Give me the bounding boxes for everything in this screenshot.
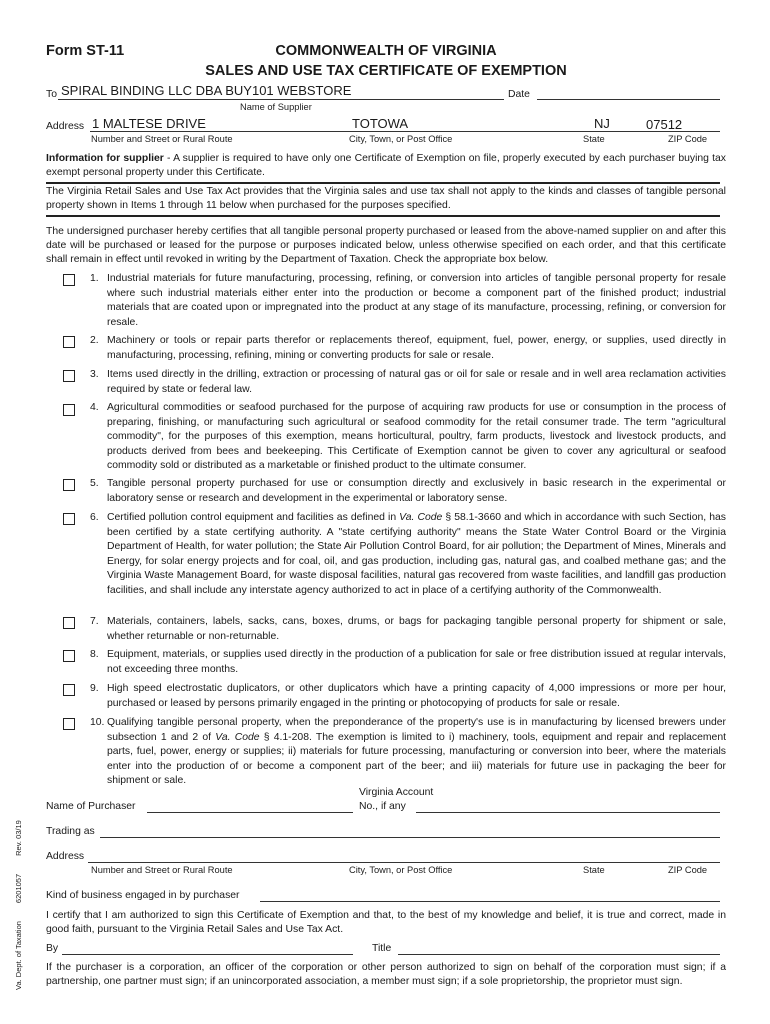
zip-caption: ZIP Code xyxy=(668,134,708,144)
title-label: Title xyxy=(372,943,392,954)
business-kind-underline xyxy=(260,901,720,902)
item-7-checkbox[interactable] xyxy=(63,617,75,629)
item-10-text: Qualifying tangible personal property, when the preponderance of the property's use is in manufacturing by licensed brewers under subsection 1 and 2 of Va. Code § 4.1-208. The exemption is limited to i) machinery, tools, equipment and repair and replacement parts, fuel, power, energy or supplies; ii) materials for future processing, manufacturing or conversion into beer, where the materials enter into the production of or become a component part of the beer; and iii) materials for future use in packaging the beer for shipment or sale. xyxy=(107,717,727,787)
item-5-text: Tangible personal property purchased for use or consumption directly and exclusively in basic research in the experimental or laboratory sense or research and development in the experimental or laboratory sense. xyxy=(107,478,726,504)
supplier-state-field[interactable]: NJ xyxy=(594,116,610,131)
item-2-checkbox[interactable] xyxy=(63,336,75,348)
purchaser-address-label: Address xyxy=(46,851,85,862)
form-title-line1: COMMONWEALTH OF VIRGINIA xyxy=(275,43,497,59)
item-9-checkbox[interactable] xyxy=(63,684,75,696)
list-item: 9. High speed electrostatic duplicators, or other duplicators which have a printing capacity of 4,000 impressions or more per hour, purchased or leased by persons primarily engaged in the printing or photocopying of products for sale or resale. xyxy=(90,682,726,711)
list-item: 4. Agricultural commodities or seafood purchased for the purpose of acquiring raw products for use or consumption in the process of preparing, finishing, or manufacturing such agricultural or seafood commodity for the retail consumer trade. The term "agricultural commodity", for the purposes of this exemption, means horticultural, poultry, farm products, livestock and livestock products, and products derived from bees and beekeeping. This Certificate of Exemption cannot be given to cover any agricultural or seafood commodity sold or distributed as a marketable or finished product to the ultimate consumer. xyxy=(90,401,726,474)
purchaser-name-label: Name of Purchaser xyxy=(46,801,136,812)
item-5-checkbox[interactable] xyxy=(63,479,75,491)
list-item: 5. Tangible personal property purchased for use or consumption directly and exclusively in basic research in the experimental or laboratory sense or research and development in the experimental or laboratory sense. xyxy=(90,477,726,506)
item-3-checkbox[interactable] xyxy=(63,370,75,382)
supplier-name-caption: Name of Supplier xyxy=(240,102,312,112)
item-1-checkbox[interactable] xyxy=(63,274,75,286)
purchaser-address-underline xyxy=(88,862,720,863)
supplier-street-field[interactable]: 1 MALTESE DRIVE xyxy=(92,116,206,131)
list-item: 7. Materials, containers, labels, sacks, cans, boxes, drums, or bags for packaging tangible personal property for shipment or sale, whether returnable or non-returnable. xyxy=(90,615,726,644)
va-account-label-1: Virginia Account xyxy=(359,787,434,798)
form-side-note: Va. Dept. of Taxation6201057Rev. 03/19 xyxy=(14,820,23,990)
info-lead: Information for supplier xyxy=(46,153,164,164)
va-account-underline xyxy=(416,812,720,813)
list-item: 6. Certified pollution control equipment and facilities as defined in Va. Code § 58.1-3660 and which in accordance with such Section, has been certified by a state certifying authority. A "state certifying authority" means the State Water Control Board or the Virginia Department of Health, for water pollution; the State Air Pollution Control Board, for air pollution; the Department of Mines, Minerals and Energy, for solar energy projects and for coal, oil, and gas production, including gas, natural gas, and coalbed methane gas; and the Virginia Waste Management Board, for waste disposal facilities, natural gas recovered from waste facilities, and landfill gas production facilities, and shall include any interstate agency authorized to act in place of a certifying authority of the Commonwealth. xyxy=(90,511,726,599)
va-account-label-2: No., if any xyxy=(359,801,406,812)
item-9-text: High speed electrostatic duplicators, or other duplicators which have a printing capacity of 4,000 impressions or more per hour, purchased or leased by persons primarily engaged in the printing or photocopying of products for sale or resale. xyxy=(107,683,726,709)
address-label: Address xyxy=(46,121,85,132)
supplier-information xyxy=(46,152,726,180)
state-caption: State xyxy=(583,134,605,144)
state-caption: State xyxy=(583,865,605,875)
item-2-text: Machinery or tools or repair parts therefor or replacements thereof, equipment, fuel, power, energy, or supplies, used directly in manufacturing, processing, refining, mining or converting products for sale or resale. xyxy=(107,335,726,361)
list-item: 3. Items used directly in the drilling, extraction or processing of natural gas or oil for sale or resale and in well area reclamation activities required by state or federal law. xyxy=(90,368,726,397)
city-caption: City, Town, or Post Office xyxy=(349,134,453,144)
street-caption: Number and Street or Rural Route xyxy=(91,134,233,144)
zip-caption: ZIP Code xyxy=(668,865,708,875)
supplier-address-underline xyxy=(90,131,720,132)
business-kind-label: Kind of business engaged in by purchaser xyxy=(46,890,240,901)
by-label: By xyxy=(46,943,59,954)
corporation-signing-note: If the purchaser is a corporation, an officer of the corporation or other person authorized to sign on behalf of the corporation must sign; if a partnership, one partner must sign; if an unincorporated association, a member must sign; if a sole proprietorship, the proprietor must sign. xyxy=(46,962,726,988)
authorization-statement: I certify that I am authorized to sign this Certificate of Exemption and that, to the best of my knowledge and belief, it is true and correct, made in good faith, pursuant to the Virginia Retail Sales and Use Tax Act. xyxy=(46,910,726,936)
item-7-text: Materials, containers, labels, sacks, cans, boxes, drums, or bags for packaging tangible personal property for shipment or sale, whether returnable or non-returnable. xyxy=(107,616,726,642)
list-item: 10. Qualifying tangible personal property, when the preponderance of the property's use is in manufacturing by licensed brewers under subsection 1 and 2 of Va. Code § 4.1-208. The exemption is limited to i) machinery, tools, equipment and repair and replacement parts, fuel, power, energy or supplies; ii) materials for future processing, manufacturing or conversion into beer, where the materials enter into the production of or become a component part of the beer; and iii) materials for future use in packaging the beer for shipment or sale. xyxy=(90,716,726,789)
to-label: To xyxy=(46,89,57,100)
form-title-line2: SALES AND USE TAX CERTIFICATE OF EXEMPTION xyxy=(205,63,567,79)
purchaser-name-underline xyxy=(147,812,353,813)
signature-by-underline xyxy=(62,954,353,955)
supplier-zip-field[interactable]: 07512 xyxy=(646,117,683,132)
divider xyxy=(46,215,720,217)
item-4-checkbox[interactable] xyxy=(63,404,75,416)
item-1-text: Industrial materials for future manufacturing, processing, refining, or conversion into articles of tangible personal property for resale where such industrial materials either enter into the production or become a component part of the finished product; industrial materials that are coated upon or impregnated into the product at any stage of its manufacture, processing, refining, or conversion for resale. xyxy=(107,273,726,328)
item-10-checkbox[interactable] xyxy=(63,718,75,730)
list-item: 8. Equipment, materials, or supplies used directly in the production of a publication for sale or free distribution issued at regular intervals, not exceeding three months. xyxy=(90,648,726,677)
certification-statement: The undersigned purchaser hereby certifies that all tangible personal property purchased or leased from the above-named supplier on and after this date will be purchased or leased for the purpose or purposes indicated below, unless otherwise specified on each order, and that this certificate shall remain in effect until revoked in writing by the Department of Taxation. Check the appropriate box below. xyxy=(46,226,726,266)
list-item: 1. Industrial materials for future manufacturing, processing, refining, or conversion into articles of tangible personal property for resale where such industrial materials either enter into the production or become a component part of the finished product; industrial materials that are coated upon or impregnated into the product at any stage of its manufacture, processing, refining, or conversion for resale. xyxy=(90,272,726,330)
item-4-text: Agricultural commodities or seafood purchased for the purpose of acquiring raw products for use or consumption in the process of preparing, finishing, or manufacturing such agricultural or seafood commodity for the retail consumer trade. The term "agricultural commodity", for the purposes of this exemption, means horticultural, poultry, farm products, livestock and livestock products, and products derived from bees and beekeeping. This Certificate of Exemption cannot be given to cover any agricultural or seafood commodity sold or distributed as a marketable or finished product to the ultimate consumer. xyxy=(107,402,726,472)
item-6-checkbox[interactable] xyxy=(63,513,75,525)
signature-title-underline xyxy=(398,954,720,955)
supplier-city-field[interactable]: TOTOWA xyxy=(352,116,409,131)
item-8-text: Equipment, materials, or supplies used directly in the production of a publication for sale or free distribution issued at regular intervals, not exceeding three months. xyxy=(107,649,726,675)
trading-as-label: Trading as xyxy=(46,826,95,837)
date-underline xyxy=(537,99,720,100)
supplier-name-underline xyxy=(58,99,504,100)
city-caption: City, Town, or Post Office xyxy=(349,865,453,875)
date-label: Date xyxy=(508,89,530,100)
act-statement: The Virginia Retail Sales and Use Tax Act provides that the Virginia sales and use tax shall not apply to the kinds and classes of tangible personal property shown in Items 1 through 11 below when purchased for the purposes specified. xyxy=(46,186,726,212)
item-8-checkbox[interactable] xyxy=(63,650,75,662)
divider xyxy=(46,182,720,184)
list-item: 2. Machinery or tools or repair parts therefor or replacements thereof, equipment, fuel, power, energy, or supplies, used directly in manufacturing, processing, refining, mining or converting products for sale or resale. xyxy=(90,334,726,363)
street-caption: Number and Street or Rural Route xyxy=(91,865,233,875)
trading-as-underline xyxy=(100,837,720,838)
form-number: Form ST-11 xyxy=(46,43,125,59)
item-6-text: Certified pollution control equipment and facilities as defined in Va. Code § 58.1-3660 and which in accordance with such Section, has been certified by a state certifying authority. A "state certifying authority" means the State Water Control Board or the Virginia Department of Health, for water pollution; the State Air Pollution Control Board, for air pollution; the Department of Mines, Minerals and Energy, for solar energy projects and for coal, oil, and gas production, including gas, natural gas, and coalbed methane gas; and the Virginia Waste Management Board, for waste disposal facilities, natural gas recovered from waste facilities, and landfill gas production facilities, and shall include any interstate agency authorized to act in place of a certifying authority of the Commonwealth. xyxy=(107,512,726,596)
item-3-text: Items used directly in the drilling, extraction or processing of natural gas or oil for sale or resale and in well area reclamation activities required by state or federal law. xyxy=(107,369,726,395)
info-text: - A supplier is required to have only one Certificate of Exemption on file, properly executed by each purchaser buying tax exempt personal property under this Certificate. xyxy=(46,153,726,179)
supplier-name-field[interactable]: SPIRAL BINDING LLC DBA BUY101 WEBSTORE xyxy=(61,83,352,98)
